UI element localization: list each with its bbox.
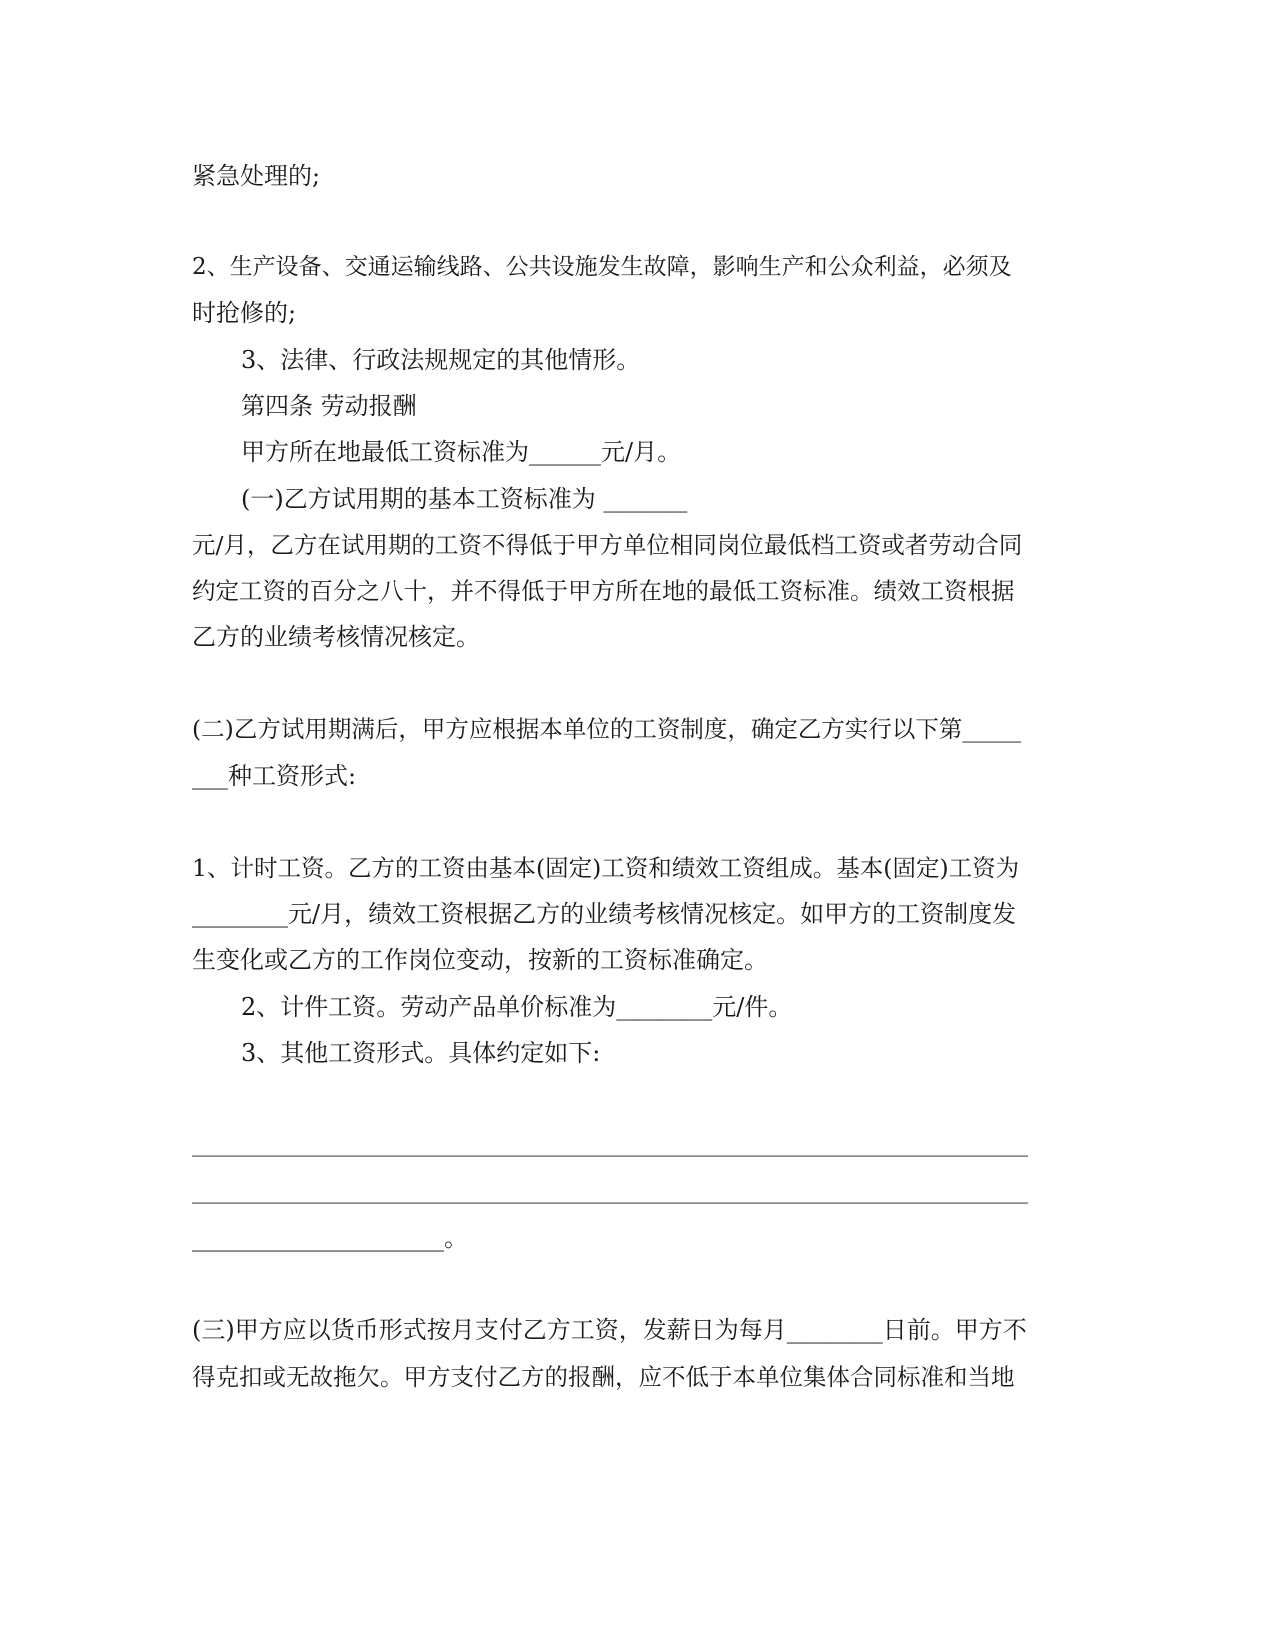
text-line: 甲方所在地最低工资标准为______元/月。: [241, 438, 682, 466]
text-line: (二)乙方试用期满后，甲方应根据本单位的工资制度，确定乙方实行以下第_____: [192, 715, 1022, 743]
text-line: (三)甲方应以货币形式按月支付乙方工资，发薪日为每月________日前。甲方不: [192, 1316, 1027, 1344]
text-line: 3、法律、行政法规规定的其他情形。: [241, 346, 641, 374]
text-line: ________元/月，绩效工资根据乙方的业绩考核情况核定。如甲方的工资制度发: [192, 900, 1017, 928]
text-line: 3、其他工资形式。具体约定如下:: [241, 1039, 601, 1067]
text-line: 元/月，乙方在试用期的工资不得低于甲方单位相同岗位最低档工资或者劳动合同: [192, 531, 1023, 559]
text-line: 2、计件工资。劳动产品单价标准为________元/件。: [241, 993, 793, 1021]
text-line: 紧急处理的;: [192, 162, 321, 190]
blank-line: _____________________。: [192, 1224, 468, 1252]
blank-line: ____________________________________________________________________________: [192, 1132, 1028, 1157]
text-line: (一)乙方试用期的基本工资标准为 _______: [241, 485, 688, 513]
text-line: 1、计时工资。乙方的工资由基本(固定)工资和绩效工资组成。基本(固定)工资为: [192, 854, 1020, 882]
text-line: 2、生产设备、交通运输线路、公共设施发生故障，影响生产和公众利益，必须及: [192, 254, 1012, 280]
section-heading: 第四条 劳动报酬: [241, 392, 417, 420]
text-line: 乙方的业绩考核情况核定。: [192, 623, 480, 651]
text-line: 生变化或乙方的工作岗位变动，按新的工资标准确定。: [192, 946, 768, 974]
blank-line: ____________________________________________________________________________: [192, 1179, 1028, 1204]
text-line: 约定工资的百分之八十，并不得低于甲方所在地的最低工资标准。绩效工资根据: [192, 577, 1015, 605]
text-line: ___种工资形式:: [192, 762, 357, 790]
text-line: 得克扣或无故拖欠。甲方支付乙方的报酬，应不低于本单位集体合同标准和当地: [192, 1363, 1015, 1391]
text-line: 时抢修的;: [192, 299, 297, 327]
